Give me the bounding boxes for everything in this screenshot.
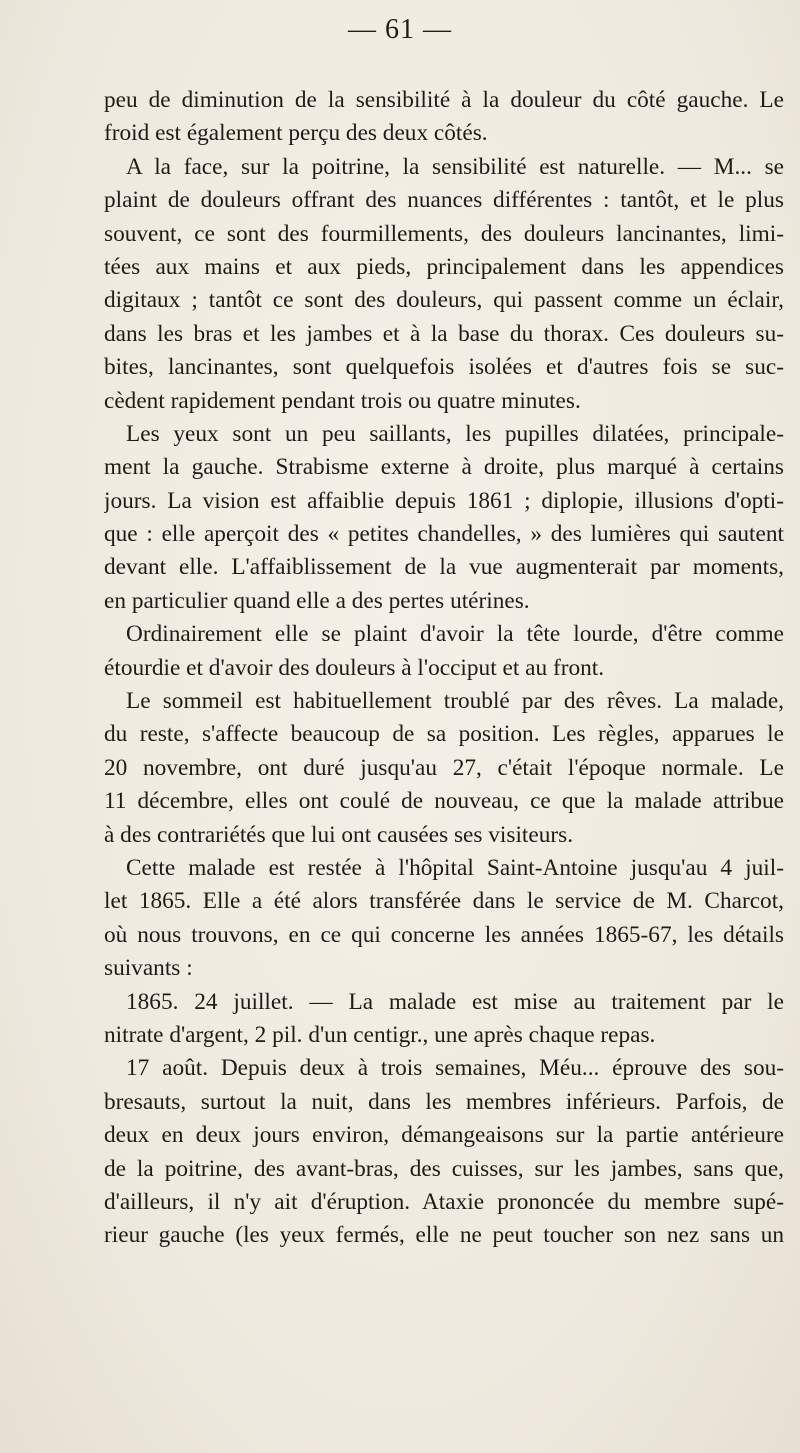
- text-line: froid est également perçu des deux côtés.: [104, 120, 488, 147]
- page-number: — 61 —: [348, 14, 452, 45]
- text-line: plaint de douleurs offrant des nuances différentes : tantôt, et le plus: [104, 187, 784, 214]
- text-line: Ordinairement elle se plaint d'avoir la tête lourde, d'être comme: [126, 621, 784, 648]
- text-line: bresauts, surtout la nuit, dans les membres inférieurs. Parfois, de: [104, 1088, 784, 1115]
- text-line: Le sommeil est habituellement troublé par des rêves. La malade,: [126, 688, 784, 715]
- text-line: 11 décembre, elles ont coulé de nouveau, ce que la malade attribue: [104, 788, 784, 815]
- text-line: souvent, ce sont des fourmillements, des douleurs lancinantes, limi-: [104, 220, 784, 247]
- text-line: d'ailleurs, il n'y ait d'éruption. Ataxie prononcée du membre supé-: [104, 1188, 784, 1215]
- body-text: [104, 84, 784, 1253]
- text-line: 17 août. Depuis deux à trois semaines, Méu... éprouve des sou-: [126, 1055, 784, 1082]
- text-line: de la poitrine, des avant-bras, des cuisses, sur les jambes, sans que,: [104, 1155, 784, 1182]
- text-line: cèdent rapidement pendant trois ou quatre minutes.: [104, 387, 581, 414]
- text-line: du reste, s'affecte beaucoup de sa position. Les règles, apparues le: [104, 721, 784, 748]
- text-line: let 1865. Elle a été alors transférée dans le service de M. Charcot,: [104, 888, 784, 915]
- text-line: Les yeux sont un peu saillants, les pupilles dilatées, principale-: [126, 420, 784, 447]
- text-line: peu de diminution de la sensibilité à la douleur du côté gauche. Le: [104, 87, 784, 113]
- text-line: à des contrariétés que lui ont causées ses visiteurs.: [104, 821, 574, 848]
- text-line: que : elle aperçoit des « petites chandelles, » des lumières qui sautent: [104, 521, 784, 548]
- text-line: 1865. 24 juillet. — La malade est mise au traitement par le: [126, 988, 784, 1015]
- text-line: deux en deux jours environ, démangeaisons sur la partie antérieure: [104, 1122, 784, 1149]
- text-line: digitaux ; tantôt ce sont des douleurs, qui passent comme un éclair,: [104, 287, 784, 314]
- text-line: ment la gauche. Strabisme externe à droite, plus marqué à certains: [104, 454, 784, 481]
- text-line: suivants :: [104, 955, 193, 982]
- text-line: où nous trouvons, en ce qui concerne les années 1865-67, les détails: [104, 921, 784, 948]
- text-line: dans les bras et les jambes et à la base du thorax. Ces douleurs su-: [104, 320, 784, 347]
- text-line: en particulier quand elle a des pertes utérines.: [104, 587, 530, 614]
- text-line: tées aux mains et aux pieds, principalement dans les appendices: [104, 253, 784, 280]
- text-line: nitrate d'argent, 2 pil. d'un centigr., une après chaque repas.: [104, 1021, 656, 1048]
- text-line: A la face, sur la poitrine, la sensibilité est naturelle. — M... se: [126, 153, 784, 180]
- text-line: bites, lancinantes, sont quelquefois isolées et d'autres fois se suc-: [104, 354, 784, 381]
- text-line: 20 novembre, ont duré jusqu'au 27, c'était l'époque normale. Le: [104, 754, 784, 781]
- text-line: devant elle. L'affaiblissement de la vue augmenterait par moments,: [104, 554, 784, 581]
- text-line: jours. La vision est affaiblie depuis 1861 ; diplopie, illusions d'opti-: [104, 487, 784, 514]
- text-line: Cette malade est restée à l'hôpital Saint-Antoine jusqu'au 4 juil-: [126, 854, 784, 881]
- text-line: rieur gauche (les yeux fermés, elle ne peut toucher son nez sans un: [104, 1222, 784, 1249]
- text-line: étourdie et d'avoir des douleurs à l'occiput et au front.: [104, 654, 605, 681]
